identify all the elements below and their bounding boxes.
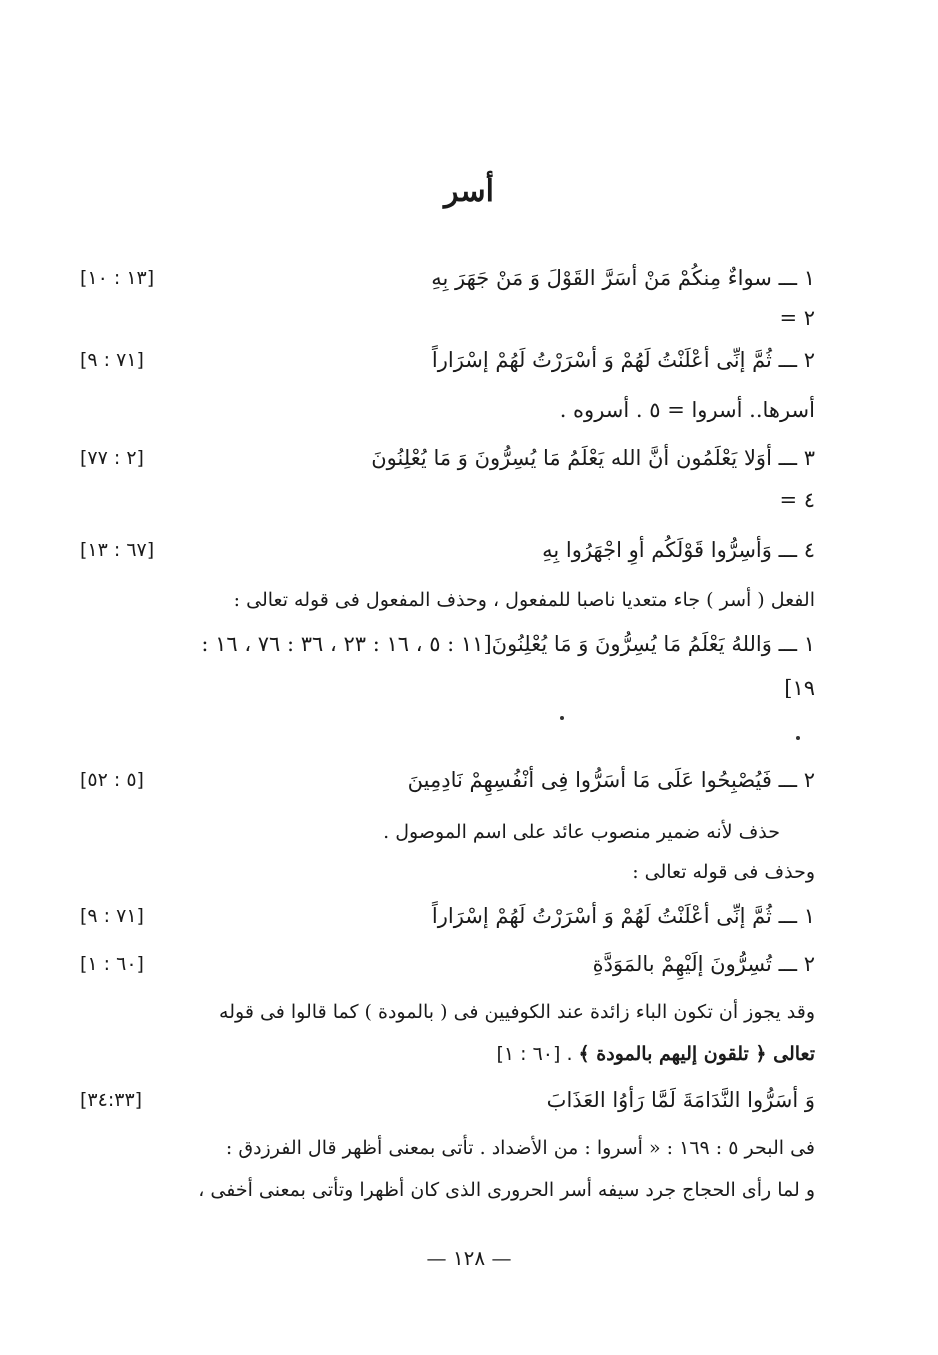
paragraph-line <box>80 1034 815 1074</box>
verse-line: ١ ـــ وَاللهُ يَعْلَمُ مَا يُسِرُّونَ وَ مَا يُعْلِنُونَ[١١ : ٥ ، ١٦ : ٢٣ ، ٣٦ : ٧٦ ، ١٦ : <box>201 632 815 656</box>
entry-line <box>80 896 815 936</box>
verse-reference: [٢ : ٧٧] <box>80 447 144 469</box>
paragraph-line: الفعل ( أسر ) جاء متعديا ناصبا للمفعول ، وحذف المفعول فى قوله تعالى : <box>233 589 815 611</box>
quoted-verse: تعالى ﴿ تلقون إليهم بالمودة ﴾ <box>578 1043 815 1065</box>
verse-reference: [٦٠ : ١] . <box>496 1043 573 1065</box>
verse-reference: [٦٠ : ١] <box>80 953 144 975</box>
verse-text: ٤ ـــ وَأسِرُّوا قَوْلَكُم أوِ اجْهَرُوا بِهِ <box>542 538 815 562</box>
verse-reference: [٥ : ٥٢] <box>80 769 144 791</box>
entry-line <box>80 438 815 478</box>
paragraph-line: وقد يجوز أن تكون الباء زائدة عند الكوفيين فى ( بالمودة ) كما قالوا فى قوله <box>219 1001 815 1023</box>
cross-reference-line: ٤ = <box>779 488 815 512</box>
page-title: أسر <box>443 174 495 209</box>
entry-line <box>80 258 815 298</box>
verse-text: ٣ ـــ أوَلا يَعْلَمُون أنَّ الله يَعْلَمُ مَا يُسِرُّونَ وَ مَا يُعْلِنُونَ <box>371 446 815 470</box>
paragraph-line: فى البحر ٥ : ١٦٩ : « أسروا : من الأضداد . تأتى بمعنى أظهر قال الفرزدق : <box>225 1137 815 1159</box>
entry-line <box>80 944 815 984</box>
speck <box>796 736 800 740</box>
entry-line <box>80 760 815 800</box>
verse-text: ٢ ـــ تُسِرُّونَ إلَيْهِمْ بالمَوَدَّةِ <box>592 952 815 976</box>
verse-reference: [٧١ : ٩] <box>80 905 144 927</box>
verse-line-continued: ١٩] <box>784 676 815 700</box>
paragraph-line: حذف لأنه ضمير منصوب عائد على اسم الموصول . <box>383 821 780 843</box>
paragraph-line: وحذف فى قوله تعالى : <box>632 861 815 883</box>
entry-line <box>80 340 815 380</box>
verse-reference: [٦٧ : ١٣] <box>80 539 155 561</box>
verse-reference: [٣٤:٣٣] <box>80 1089 143 1111</box>
verse-text: ٢ ـــ ثُمَّ إنِّى أعْلَنْتُ لَهُمْ وَ أسْرَرْتُ لَهُمْ إسْرَاراً <box>431 348 815 372</box>
paragraph-line: و لما رأى الحجاج جرد سيفه أسر الحرورى الذى كان أظهرا وتأتى بمعنى أخفى ، <box>198 1179 815 1201</box>
entry-line <box>80 530 815 570</box>
entry-line <box>80 1080 815 1120</box>
verse-text: ١ ـــ سواءٌ مِنكُمْ مَنْ أسَرَّ القَوْلَ وَ مَنْ جَهَرَ بِهِ <box>431 266 815 290</box>
verse-text: وَ أسَرُّوا النَّدَامَةَ لَمَّا رَأوُا العَذَابَ <box>546 1088 815 1112</box>
verse-reference: [١٣ : ١٠] <box>80 267 155 289</box>
page-number: — ١٢٨ — <box>426 1246 512 1270</box>
cross-reference-line: ٢ = <box>779 306 815 330</box>
verse-text: ٢ ـــ فَيُصْبِحُوا عَلَى مَا أسَرُّوا فِى أنْفُسِهِمْ نَادِمِينَ <box>407 768 815 792</box>
verse-text: ١ ـــ ثُمَّ إنِّى أعْلَنْتُ لَهُمْ وَ أسْرَرْتُ لَهُمْ إسْرَاراً <box>431 904 815 928</box>
speck <box>560 716 564 720</box>
note-line: أسرها.. أسروا = ٥ . أسروه . <box>559 398 815 422</box>
verse-reference: [٧١ : ٩] <box>80 349 144 371</box>
